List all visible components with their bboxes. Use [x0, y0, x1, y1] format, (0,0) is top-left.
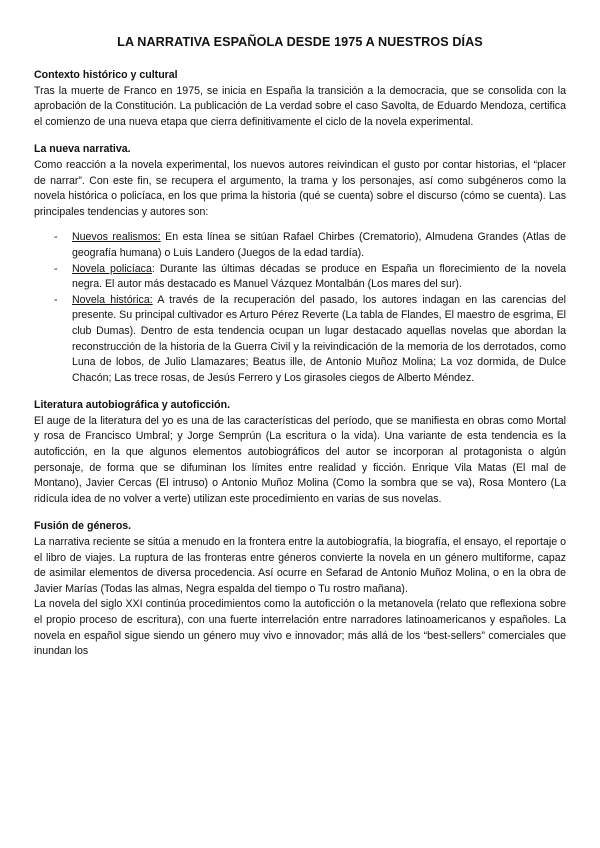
list-item-text: En esta línea se sitúan Rafael Chirbes (Crematorio), Almudena Grandes (Atlas de geografía humana) o Luis Landero (Juegos de la edad tardía). — [72, 231, 566, 259]
document-page — [34, 34, 566, 672]
tendencias-list — [34, 230, 566, 386]
list-bullet: - — [54, 262, 58, 275]
section-contexto — [34, 68, 566, 130]
section-paragraph: La novela del siglo XXI continúa procedimientos como la autoficción o la metanovela (relato que reflexiona sobre el propio proceso de escritura), con una fuerte interrelación entre narradores latinoamericanos y españoles. La novela en español sigue siendo un género muy vivo e innovador; más allá de los “best-sellers” comerciales que inundan los — [34, 598, 566, 658]
page-title: LA NARRATIVA ESPAÑOLA DESDE 1975 A NUESTROS DÍAS — [117, 35, 483, 49]
list-item-text: A través de la recuperación del pasado, los autores indagan en las carencias del presente. Su principal cultivador es Arturo Pérez Reverte (La tabla de Flandes, El maestro de esgrima, El club Dumas). Dentro de esta tendencia ocupan un lugar destacado aquellas novelas que abordan la reconstrucción de la historia de la Guerra Civil y la reivindicación de la memoria de los derrotados, como Luna de lobos, de Julio Llamazares; Beatus ille, de Antonio Muñoz Molina; La voz dormida, de Dulce Chacón; Las trece rosas, de Jesús Ferrero y Los girasoles ciegos de Alberto Méndez. — [72, 293, 567, 384]
list-bullet: - — [54, 231, 58, 244]
section-nueva-narrativa — [34, 142, 566, 386]
list-bullet: - — [54, 293, 58, 306]
section-heading: Contexto histórico y cultural — [34, 69, 178, 81]
section-paragraph: Tras la muerte de Franco en 1975, se inicia en España la transición a la democracia, que se consolida con la aprobación de la Constitución. La publicación de La verdad sobre el caso Savolta, de Eduardo Mendoza, certifica el comienzo de una nueva etapa que cierra definitivamente el ciclo de la novela experimental. — [34, 84, 566, 128]
list-item — [34, 293, 566, 387]
section-fusion-generos — [34, 519, 566, 659]
section-heading: Literatura autobiográfica y autoficción. — [34, 399, 231, 412]
list-item-term: Nuevos realismos: — [72, 231, 161, 244]
section-heading: La nueva narrativa. — [34, 143, 131, 156]
list-item — [34, 262, 566, 293]
section-heading: Fusión de géneros. — [34, 520, 132, 533]
list-item-term: Novela policíaca — [72, 262, 152, 275]
list-item-text: : Durante las últimas décadas se produce en España un florecimiento de la novela negra. El autor más destacado es Manuel Vázquez Montalbán (Los mares del sur). — [72, 262, 566, 291]
section-paragraph: El auge de la literatura del yo es una de las características del período, que se manifiesta en obras como Mortal y rosa de Francisco Umbral; y Jorge Semprún (La escritura o la vida). Una variante de esta tendencia es la autoficción, en la que algunos elementos autobiográficos del autor se incorporan al protagonista o algún personaje, de forma que se difuminan los límites entre realidad y ficción. Enrique Vila Matas (El mal de Montano), Javier Cercas (El intruso) o Antonio Muñoz Molina (Como la sombra que se va), Rosa Montero (La ridícula idea de no volver a verte) utilizan este procedimiento en varias de sus novelas. — [34, 414, 566, 505]
list-item-term: Novela histórica: — [72, 293, 153, 306]
section-paragraph: La narrativa reciente se sitúa a menudo en la frontera entre la autobiografía, la biografía, el ensayo, el reportaje o el libro de viajes. La ruptura de las fronteras entre géneros convierte la novela en un género multiforme, capaz de asimilar elementos de diversa procedencia. Así ocurre en Sefarad de Antonio Muñoz Molina, o en la obra de Javier Marías (Todas las almas, Negra espalda del tiempo o Tu rostro mañana). — [34, 536, 566, 595]
list-item — [34, 230, 566, 261]
section-autoficcion — [34, 398, 566, 507]
section-paragraph: Como reacción a la novela experimental, los nuevos autores reivindican el gusto por contar historias, el “placer de narrar”. Con este fin, se recupera el argumento, la trama y los personajes, así como subgéneros como la novela histórica o policíaca, en los que prima la historia (qué se cuenta) sobre el discurso (cómo se cuenta). Las principales tendencias y autores son: — [34, 158, 566, 218]
